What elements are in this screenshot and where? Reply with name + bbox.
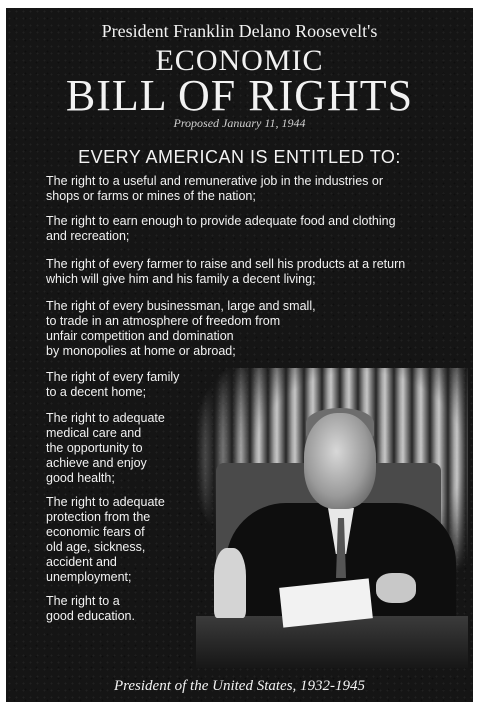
roosevelt-photo — [196, 368, 468, 668]
desk — [196, 616, 468, 668]
proposed-date: Proposed January 11, 1944 — [173, 116, 306, 130]
right-item: The right to a useful and remunerative job in the industries or shops or farms or mines of the nation; — [46, 174, 383, 203]
section-heading: EVERY AMERICAN IS ENTITLED TO: — [78, 147, 401, 167]
right-item: The right to a good education. — [46, 594, 135, 623]
footer-caption: President of the United States, 1932-1945 — [113, 678, 366, 694]
pretitle: President Franklin Delano Roosevelt's — [101, 21, 378, 41]
right-item: The right of every farmer to raise and sell his products at a return which will give him and his family a decent living; — [46, 257, 406, 286]
poster — [6, 8, 473, 702]
title-economic: ECONOMIC — [155, 44, 324, 77]
right-item: The right to earn enough to provide adequate food and clothing and recreation; — [46, 214, 396, 243]
right-item: The right to adequate protection from the economic fears of old age, sickness, accident and unemployment; — [46, 495, 165, 584]
microphone-icon — [214, 548, 246, 618]
hands — [376, 573, 416, 603]
right-item: The right of every businessman, large and small, to trade in an atmosphere of freedom from unfair competition and domination by monopolies at home or abroad; — [46, 299, 316, 358]
right-item: The right of every family to a decent home; — [46, 370, 180, 399]
right-item: The right to adequate medical care and the opportunity to achieve and enjoy good health; — [46, 411, 165, 485]
head — [304, 413, 376, 509]
title-bill-of-rights: BILL OF RIGHTS — [65, 71, 414, 120]
